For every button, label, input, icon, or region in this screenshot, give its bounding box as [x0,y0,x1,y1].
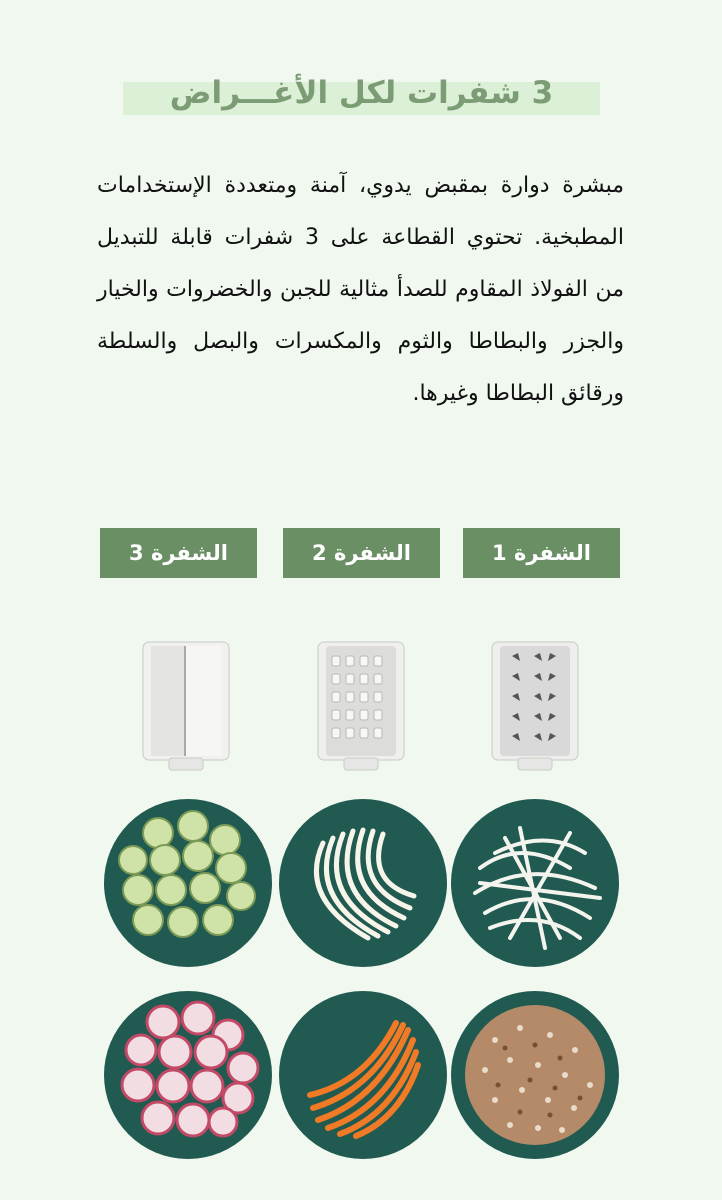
julienned-carrot-plate [278,990,448,1160]
chopped-nuts-plate [450,990,620,1160]
sliced-radish-plate [103,990,273,1160]
coarse-grater-drum [490,640,580,772]
blade-3-label: الشفرة 3 [100,528,257,578]
product-description: مبشرة دوارة بمقبض يدوي، آمنة ومتعددة الإستخدامات المطبخية. تحتوي القطاعة على 3 شفرات قابلة للتبديل من الفولاذ المقاوم للصدأ مثالية للجبن والخضروات والخيار والجزر والبطاطا والثوم والمكسرات والبصل والسلطة ورقائق البطاطا وغيرها. [97,173,624,406]
blade-1-label: الشفرة 1 [463,528,620,578]
julienned-potato-plate [278,798,448,968]
shredded-potato-plate [450,798,620,968]
sliced-cucumber-plate [103,798,273,968]
julienne-drum [316,640,406,772]
page-title: 3 شفرات لكل الأغـــراض [169,75,554,111]
blade-2-label: الشفرة 2 [283,528,440,578]
slicer-drum [141,640,231,772]
